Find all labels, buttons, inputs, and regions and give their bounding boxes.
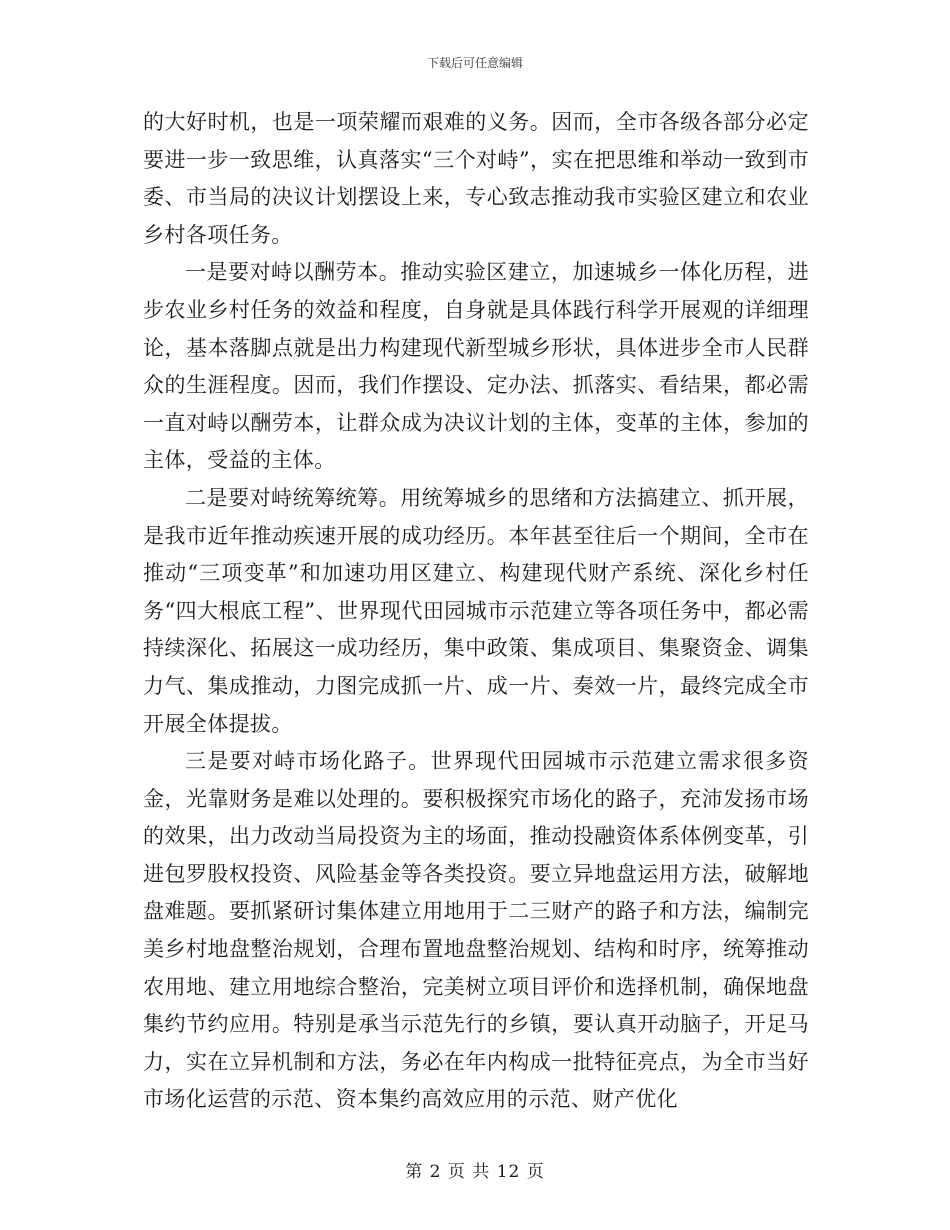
paragraph-3: 二是要对峙统筹统筹。用统筹城乡的思绪和方法搞建立、抓开展，是我市近年推动疾速开展的成功经历。本年甚至往后一个期间，全市在推动“三项变革”和加速功用区建立、构建现代财产系统、深化乡村任务“四大根底工程”、世界现代田园城市示范建立等各项任务中，都必需持续深化、拓展这一成功经历，集中政策、集成项目、集聚资金、调集力气、集成推动，力图完成抓一片、成一片、奏效一片，最终完成全市开展全体提拔。 bbox=[143, 485, 809, 736]
page-header: 下载后可任意编辑 bbox=[426, 56, 523, 70]
paragraph-4: 三是要对峙市场化路子。世界现代田园城市示范建立需求很多资金，光靠财务是难以处理的。要积极探究市场化的路子，充沛发扬市场的效果，出力改动当局投资为主的场面，推动投融资体系体例变革，引进包罗股权投资、风险基金等各类投资。要立异地盘运用方法，破解地盘难题。要抓紧研讨集体建立用地用于二三财产的路子和方法，编制完美乡村地盘整治规划，合理布置地盘整治规划、结构和时序，统筹推动农用地、建立用地综合整治，完美树立项目评价和选择机制，确保地盘集约节约应用。特别是承当示范先行的乡镇，要认真开动脑子，开足马力，实在立异机制和方法，务必在年内构成一批特征亮点，为全市当好市场化运营的示范、资本集约高效应用的示范、财产优化 bbox=[143, 749, 809, 1112]
document-body bbox=[143, 104, 809, 1119]
page-number: 第 2 页 共 12 页 bbox=[405, 1162, 545, 1182]
paragraph-2: 一是要对峙以酬劳本。推动实验区建立，加速城乡一体化历程，进步农业乡村任务的效益和程度，自身就是具体践行科学开展观的详细理论，基本落脚点就是出力构建现代新型城乡形状，具体进步全市人民群众的生涯程度。因而，我们作摆设、定办法、抓落实、看结果，都必需一直对峙以酬劳本，让群众成为决议计划的主体，变革的主体，参加的主体，受益的主体。 bbox=[143, 260, 809, 473]
paragraph-1: 的大好时机，也是一项荣耀而艰难的义务。因而，全市各级各部分必定要进一步一致思维，认真落实“三个对峙”，实在把思维和举动一致到市委、市当局的决议计划摆设上来，专心致志推动我市实验区建立和农业乡村各项任务。 bbox=[143, 110, 809, 247]
